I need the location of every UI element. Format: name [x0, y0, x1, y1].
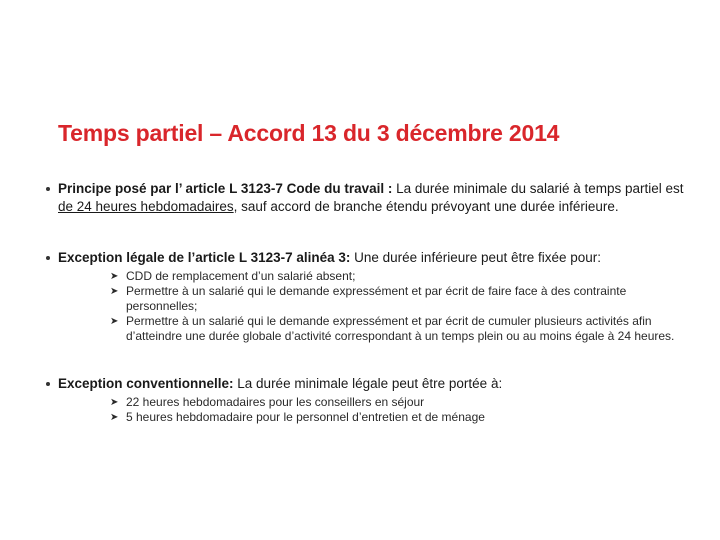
bullet-text: La durée minimale légale peut être portée à:	[233, 376, 503, 391]
list-item	[110, 410, 684, 425]
sub-list-exception-legale	[110, 269, 684, 344]
bullet-dot-icon	[46, 187, 50, 191]
arrow-bullet-icon: ➤	[110, 412, 119, 423]
list-item-text: Permettre à un salarié qui le demande expressément et par écrit de faire face à des contrainte personnelles;	[126, 284, 627, 313]
list-item	[110, 395, 684, 410]
bullet-text: La durée minimale du salarié à temps partiel est	[392, 181, 684, 196]
arrow-bullet-icon: ➤	[110, 397, 119, 408]
slide-body	[44, 180, 684, 425]
list-item	[110, 314, 684, 344]
bullet-lead: Exception conventionnelle:	[58, 376, 234, 391]
list-item-text: Permettre à un salarié qui le demande expressément et par écrit de cumuler plusieurs activités afin d’atteindre une durée globale d’activité correspondant à un temps plein ou au moins égale à 24 heures.	[126, 314, 675, 343]
sub-list-exception-conventionnelle	[110, 395, 684, 425]
list-item-text: 5 heures hebdomadaire pour le personnel d’entretien et de ménage	[126, 410, 485, 424]
bullet-lead: Exception légale de l’article L 3123-7 alinéa 3:	[58, 250, 351, 265]
arrow-bullet-icon: ➤	[110, 286, 119, 297]
bullet-exception-legale	[44, 249, 684, 267]
list-item-text: 22 heures hebdomadaires pour les conseillers en séjour	[126, 395, 425, 409]
list-item-text: CDD de remplacement d’un salarié absent;	[126, 269, 356, 283]
bullet-tail: , sauf accord de branche étendu prévoyant une durée inférieure.	[233, 199, 619, 214]
list-item	[110, 269, 684, 284]
bullet-text: Une durée inférieure peut être fixée pour:	[350, 250, 602, 265]
bullet-lead: Principe posé par l’ article L 3123-7 Code du travail :	[58, 181, 393, 196]
slide-title: Temps partiel – Accord 13 du 3 décembre 2014	[58, 120, 560, 146]
arrow-bullet-icon: ➤	[110, 316, 119, 327]
bullet-dot-icon	[46, 382, 50, 386]
bullet-principe	[44, 180, 684, 216]
bullet-exception-conventionnelle	[44, 375, 684, 393]
bullet-underline: de 24 heures hebdomadaires	[58, 199, 234, 214]
arrow-bullet-icon: ➤	[110, 271, 119, 282]
list-item	[110, 284, 684, 314]
bullet-dot-icon	[46, 256, 50, 260]
